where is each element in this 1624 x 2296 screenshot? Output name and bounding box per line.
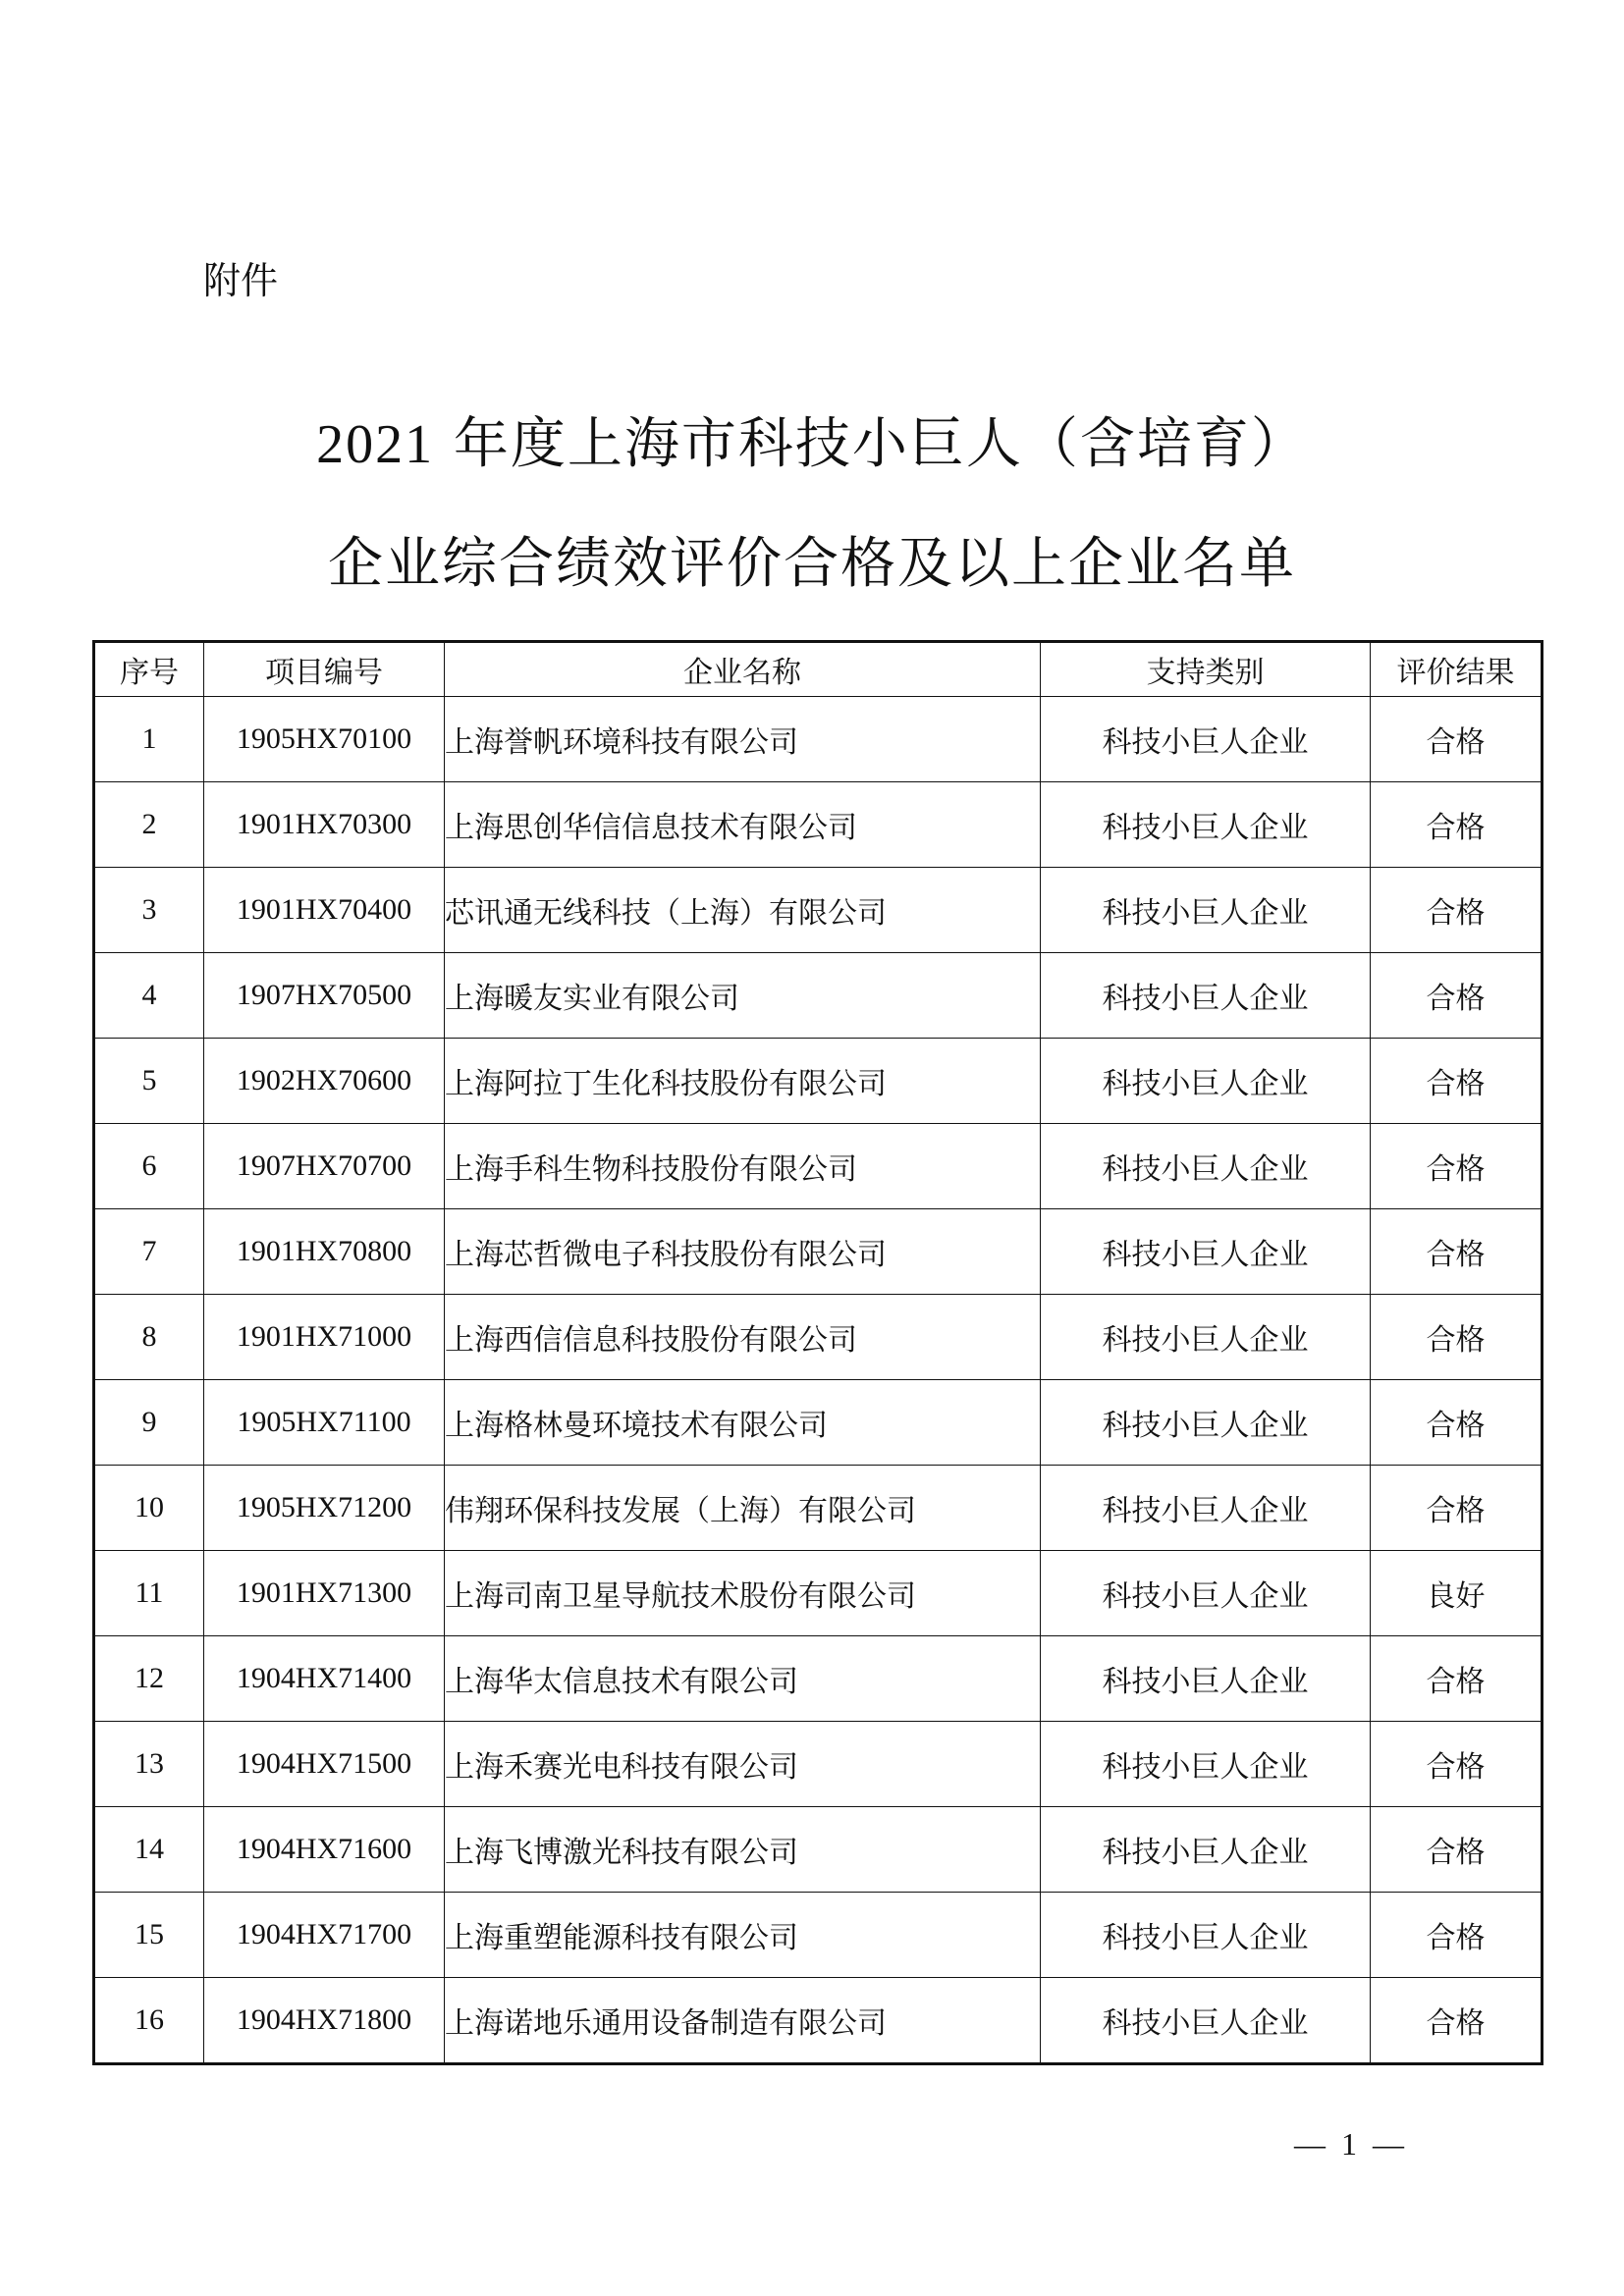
cell-type: 科技小巨人企业 bbox=[1041, 868, 1371, 953]
document-title-line-1 bbox=[0, 400, 1624, 479]
cell-type: 科技小巨人企业 bbox=[1041, 1380, 1371, 1466]
cell-code: 1901HX71300 bbox=[204, 1551, 445, 1636]
title-line-1-text: 年度上海市科技小巨人（含培育） bbox=[434, 412, 1308, 476]
cell-result: 良好 bbox=[1371, 1551, 1543, 1636]
cell-name: 伟翔环保科技发展（上海）有限公司 bbox=[445, 1466, 1041, 1551]
header-result: 评价结果 bbox=[1371, 642, 1543, 697]
table-row bbox=[94, 1551, 1543, 1636]
cell-name: 上海格林曼环境技术有限公司 bbox=[445, 1380, 1041, 1466]
cell-name: 上海芯哲微电子科技股份有限公司 bbox=[445, 1209, 1041, 1295]
cell-name: 上海西信信息科技股份有限公司 bbox=[445, 1295, 1041, 1380]
table-row bbox=[94, 1039, 1543, 1124]
header-type: 支持类别 bbox=[1041, 642, 1371, 697]
cell-type: 科技小巨人企业 bbox=[1041, 1893, 1371, 1978]
title-year: 2021 bbox=[316, 414, 435, 475]
cell-name: 上海飞博激光科技有限公司 bbox=[445, 1807, 1041, 1893]
cell-code: 1905HX71100 bbox=[204, 1380, 445, 1466]
cell-no: 10 bbox=[94, 1466, 204, 1551]
page-number: — 1 — bbox=[1294, 2126, 1408, 2162]
table-row bbox=[94, 1978, 1543, 2064]
cell-type: 科技小巨人企业 bbox=[1041, 1978, 1371, 2064]
cell-name: 上海华太信息技术有限公司 bbox=[445, 1636, 1041, 1722]
cell-code: 1904HX71500 bbox=[204, 1722, 445, 1807]
cell-name: 上海重塑能源科技有限公司 bbox=[445, 1893, 1041, 1978]
cell-result: 合格 bbox=[1371, 1893, 1543, 1978]
cell-result: 合格 bbox=[1371, 1722, 1543, 1807]
cell-no: 1 bbox=[94, 697, 204, 782]
cell-result: 合格 bbox=[1371, 1295, 1543, 1380]
cell-code: 1904HX71600 bbox=[204, 1807, 445, 1893]
table-row bbox=[94, 1893, 1543, 1978]
cell-no: 11 bbox=[94, 1551, 204, 1636]
cell-code: 1904HX71700 bbox=[204, 1893, 445, 1978]
cell-result: 合格 bbox=[1371, 1466, 1543, 1551]
cell-result: 合格 bbox=[1371, 1209, 1543, 1295]
cell-name: 上海诺地乐通用设备制造有限公司 bbox=[445, 1978, 1041, 2064]
cell-no: 8 bbox=[94, 1295, 204, 1380]
cell-result: 合格 bbox=[1371, 1636, 1543, 1722]
cell-no: 14 bbox=[94, 1807, 204, 1893]
cell-type: 科技小巨人企业 bbox=[1041, 1551, 1371, 1636]
cell-result: 合格 bbox=[1371, 1380, 1543, 1466]
cell-no: 5 bbox=[94, 1039, 204, 1124]
cell-result: 合格 bbox=[1371, 1807, 1543, 1893]
enterprise-table bbox=[92, 640, 1543, 2065]
cell-type: 科技小巨人企业 bbox=[1041, 782, 1371, 868]
table-row bbox=[94, 868, 1543, 953]
cell-code: 1901HX70300 bbox=[204, 782, 445, 868]
attachment-label: 附件 bbox=[203, 259, 279, 302]
cell-no: 15 bbox=[94, 1893, 204, 1978]
header-no: 序号 bbox=[94, 642, 204, 697]
cell-result: 合格 bbox=[1371, 953, 1543, 1039]
cell-result: 合格 bbox=[1371, 697, 1543, 782]
cell-name: 上海思创华信信息技术有限公司 bbox=[445, 782, 1041, 868]
cell-no: 12 bbox=[94, 1636, 204, 1722]
cell-name: 上海阿拉丁生化科技股份有限公司 bbox=[445, 1039, 1041, 1124]
table-row bbox=[94, 1380, 1543, 1466]
cell-type: 科技小巨人企业 bbox=[1041, 1295, 1371, 1380]
cell-name: 上海暖友实业有限公司 bbox=[445, 953, 1041, 1039]
cell-name: 上海司南卫星导航技术股份有限公司 bbox=[445, 1551, 1041, 1636]
cell-code: 1907HX70500 bbox=[204, 953, 445, 1039]
table-row bbox=[94, 1295, 1543, 1380]
table-header-row bbox=[94, 642, 1543, 697]
cell-type: 科技小巨人企业 bbox=[1041, 1124, 1371, 1209]
table-row bbox=[94, 697, 1543, 782]
cell-no: 3 bbox=[94, 868, 204, 953]
cell-no: 9 bbox=[94, 1380, 204, 1466]
cell-name: 上海手科生物科技股份有限公司 bbox=[445, 1124, 1041, 1209]
cell-result: 合格 bbox=[1371, 868, 1543, 953]
cell-no: 4 bbox=[94, 953, 204, 1039]
table-row bbox=[94, 1124, 1543, 1209]
cell-name: 芯讯通无线科技（上海）有限公司 bbox=[445, 868, 1041, 953]
cell-no: 2 bbox=[94, 782, 204, 868]
table-row bbox=[94, 1636, 1543, 1722]
cell-code: 1905HX71200 bbox=[204, 1466, 445, 1551]
cell-result: 合格 bbox=[1371, 1124, 1543, 1209]
cell-code: 1901HX71000 bbox=[204, 1295, 445, 1380]
cell-no: 13 bbox=[94, 1722, 204, 1807]
cell-code: 1901HX70400 bbox=[204, 868, 445, 953]
cell-result: 合格 bbox=[1371, 782, 1543, 868]
cell-type: 科技小巨人企业 bbox=[1041, 1722, 1371, 1807]
cell-type: 科技小巨人企业 bbox=[1041, 1466, 1371, 1551]
cell-code: 1905HX70100 bbox=[204, 697, 445, 782]
table-row bbox=[94, 953, 1543, 1039]
cell-code: 1901HX70800 bbox=[204, 1209, 445, 1295]
cell-type: 科技小巨人企业 bbox=[1041, 1807, 1371, 1893]
cell-code: 1904HX71800 bbox=[204, 1978, 445, 2064]
cell-name: 上海誉帆环境科技有限公司 bbox=[445, 697, 1041, 782]
cell-result: 合格 bbox=[1371, 1978, 1543, 2064]
table-row bbox=[94, 1466, 1543, 1551]
table-row bbox=[94, 1209, 1543, 1295]
cell-code: 1904HX71400 bbox=[204, 1636, 445, 1722]
cell-no: 16 bbox=[94, 1978, 204, 2064]
header-code: 项目编号 bbox=[204, 642, 445, 697]
cell-no: 6 bbox=[94, 1124, 204, 1209]
cell-type: 科技小巨人企业 bbox=[1041, 697, 1371, 782]
table-body bbox=[94, 697, 1543, 2064]
cell-type: 科技小巨人企业 bbox=[1041, 1636, 1371, 1722]
cell-type: 科技小巨人企业 bbox=[1041, 1209, 1371, 1295]
cell-type: 科技小巨人企业 bbox=[1041, 1039, 1371, 1124]
cell-code: 1907HX70700 bbox=[204, 1124, 445, 1209]
table-row bbox=[94, 1807, 1543, 1893]
cell-type: 科技小巨人企业 bbox=[1041, 953, 1371, 1039]
document-title-line-2: 企业综合绩效评价合格及以上企业名单 bbox=[328, 532, 1296, 596]
table-row bbox=[94, 782, 1543, 868]
cell-no: 7 bbox=[94, 1209, 204, 1295]
header-name: 企业名称 bbox=[445, 642, 1041, 697]
cell-result: 合格 bbox=[1371, 1039, 1543, 1124]
table-row bbox=[94, 1722, 1543, 1807]
cell-name: 上海禾赛光电科技有限公司 bbox=[445, 1722, 1041, 1807]
cell-code: 1902HX70600 bbox=[204, 1039, 445, 1124]
